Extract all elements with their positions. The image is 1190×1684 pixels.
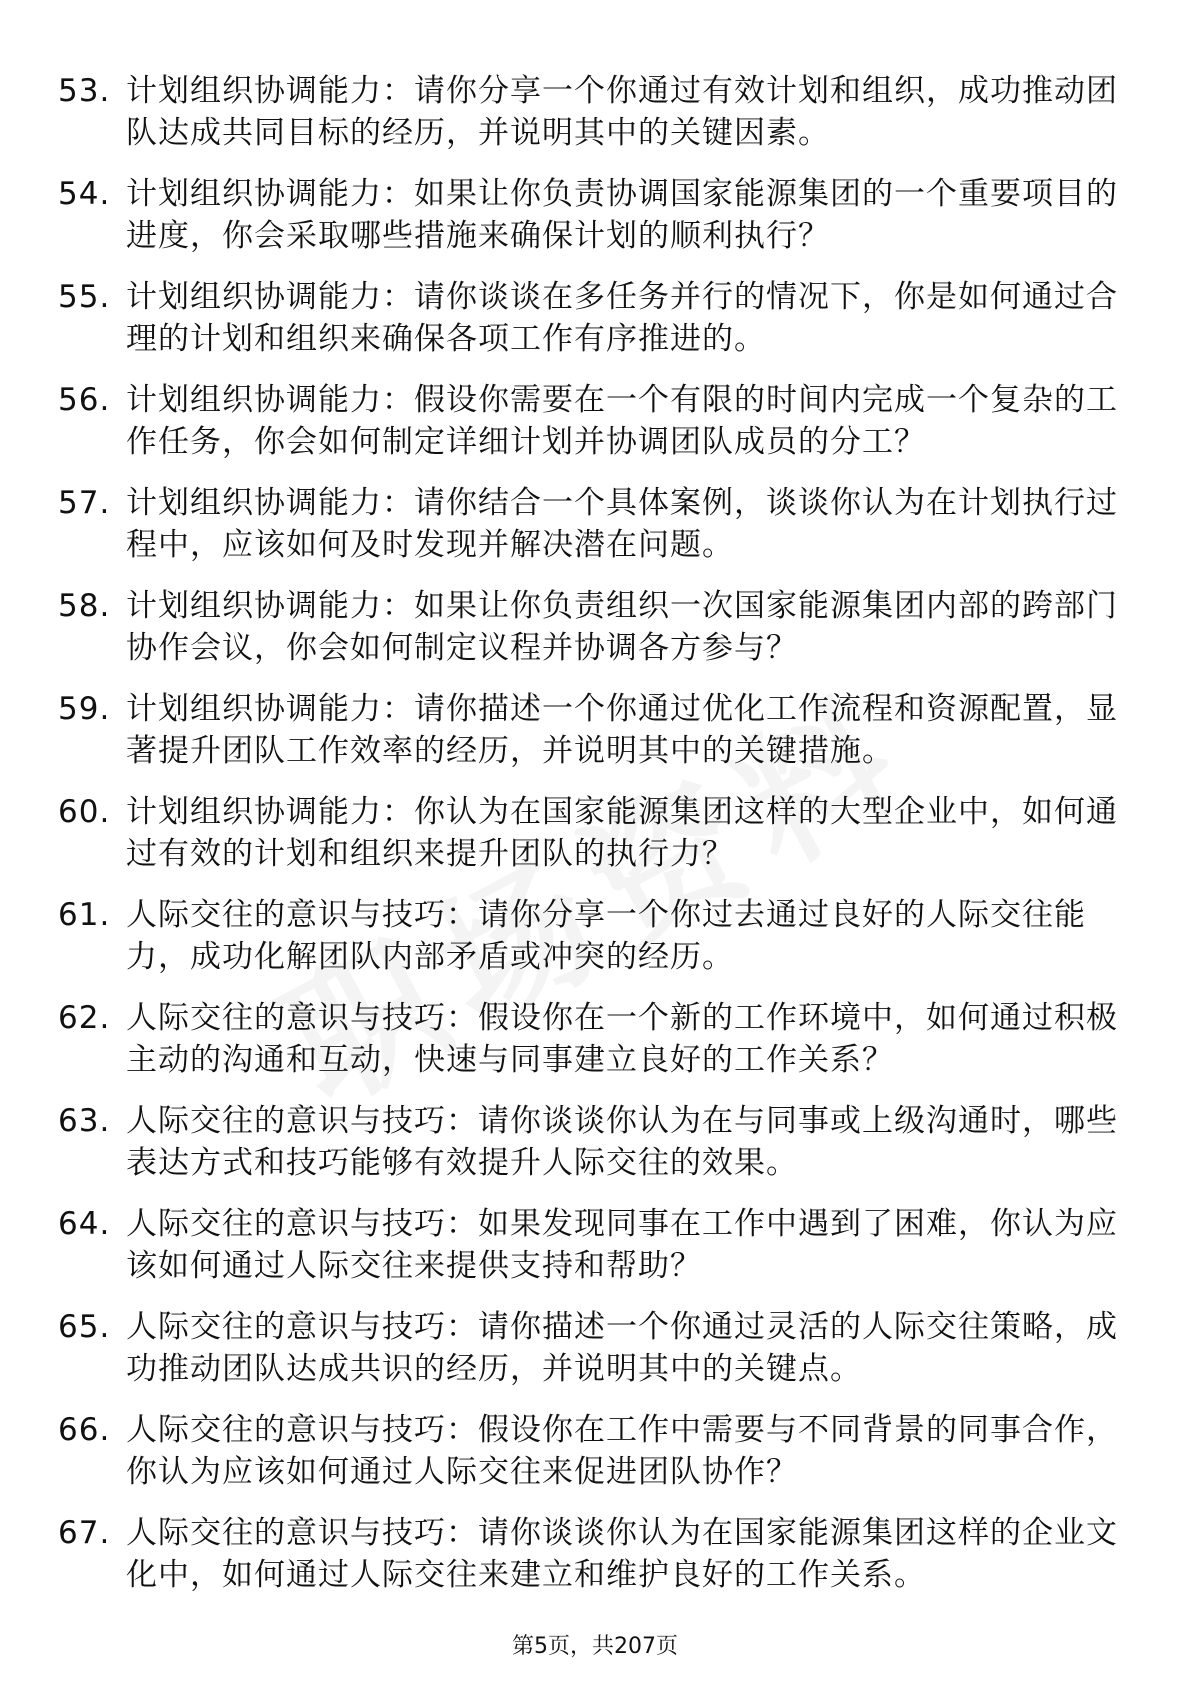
question-item [58, 688, 1118, 791]
question-text: 人际交往的意识与技巧：请你谈谈你认为在与同事或上级沟通时，哪些表达方式和技巧能够有效提升人际交往的效果。 [126, 1103, 1118, 1181]
question-item [58, 585, 1118, 688]
question-item [58, 997, 1118, 1100]
question-number: 57. [58, 485, 111, 521]
question-number: 59. [58, 691, 111, 727]
question-text: 计划组织协调能力：如果让你负责组织一次国家能源集团内部的跨部门协作会议，你会如何制定议程并协调各方参与？ [126, 588, 1118, 666]
question-item [58, 379, 1118, 482]
question-number: 53. [58, 73, 111, 109]
question-number: 66. [58, 1412, 111, 1448]
question-text: 人际交往的意识与技巧：如果发现同事在工作中遇到了困难，你认为应该如何通过人际交往来提供支持和帮助？ [126, 1206, 1118, 1284]
question-item [58, 1203, 1118, 1306]
question-number: 55. [58, 279, 111, 315]
question-text: 人际交往的意识与技巧：请你谈谈你认为在国家能源集团这样的企业文化中，如何通过人际交往来建立和维护良好的工作关系。 [126, 1515, 1118, 1593]
question-text: 人际交往的意识与技巧：假设你在一个新的工作环境中，如何通过积极主动的沟通和互动，快速与同事建立良好的工作关系？ [126, 1000, 1118, 1078]
question-item [58, 791, 1118, 894]
question-text: 计划组织协调能力：请你分享一个你通过有效计划和组织，成功推动团队达成共同目标的经历，并说明其中的关键因素。 [126, 73, 1118, 151]
question-text: 计划组织协调能力：请你谈谈在多任务并行的情况下，你是如何通过合理的计划和组织来确保各项工作有序推进的。 [126, 279, 1118, 357]
question-text: 人际交往的意识与技巧：请你描述一个你通过灵活的人际交往策略，成功推动团队达成共识的经历，并说明其中的关键点。 [126, 1309, 1118, 1387]
question-item [58, 70, 1118, 173]
question-number: 58. [58, 588, 111, 624]
question-text: 计划组织协调能力：你认为在国家能源集团这样的大型企业中，如何通过有效的计划和组织来提升团队的执行力？ [126, 794, 1118, 872]
question-item [58, 173, 1118, 276]
question-item [58, 276, 1118, 379]
question-item [58, 1306, 1118, 1409]
question-number: 64. [58, 1206, 111, 1242]
question-text: 计划组织协调能力：如果让你负责协调国家能源集团的一个重要项目的进度，你会采取哪些措施来确保计划的顺利执行？ [126, 176, 1118, 254]
question-number: 65. [58, 1309, 111, 1345]
question-item [58, 1100, 1118, 1203]
question-text: 计划组织协调能力：请你结合一个具体案例，谈谈你认为在计划执行过程中，应该如何及时发现并解决潜在问题。 [126, 485, 1118, 563]
question-text: 计划组织协调能力：请你描述一个你通过优化工作流程和资源配置，显著提升团队工作效率的经历，并说明其中的关键措施。 [126, 691, 1118, 769]
question-number: 61. [58, 897, 111, 933]
question-number: 60. [58, 794, 111, 830]
page-footer: 第5页，共207页 [512, 1634, 678, 1659]
question-item [58, 894, 1118, 997]
question-number: 63. [58, 1103, 111, 1139]
question-number: 62. [58, 1000, 111, 1036]
question-item [58, 1409, 1118, 1512]
question-list [58, 70, 1118, 1615]
question-text: 人际交往的意识与技巧：假设你在工作中需要与不同背景的同事合作，你认为应该如何通过人际交往来促进团队协作？ [126, 1412, 1118, 1490]
question-text: 计划组织协调能力：假设你需要在一个有限的时间内完成一个复杂的工作任务，你会如何制定详细计划并协调团队成员的分工？ [126, 382, 1118, 460]
question-number: 67. [58, 1515, 111, 1551]
question-number: 54. [58, 176, 111, 212]
question-item [58, 482, 1118, 585]
question-item [58, 1512, 1118, 1615]
question-text: 人际交往的意识与技巧：请你分享一个你过去通过良好的人际交往能力，成功化解团队内部矛盾或冲突的经历。 [126, 897, 1086, 975]
question-number: 56. [58, 382, 111, 418]
